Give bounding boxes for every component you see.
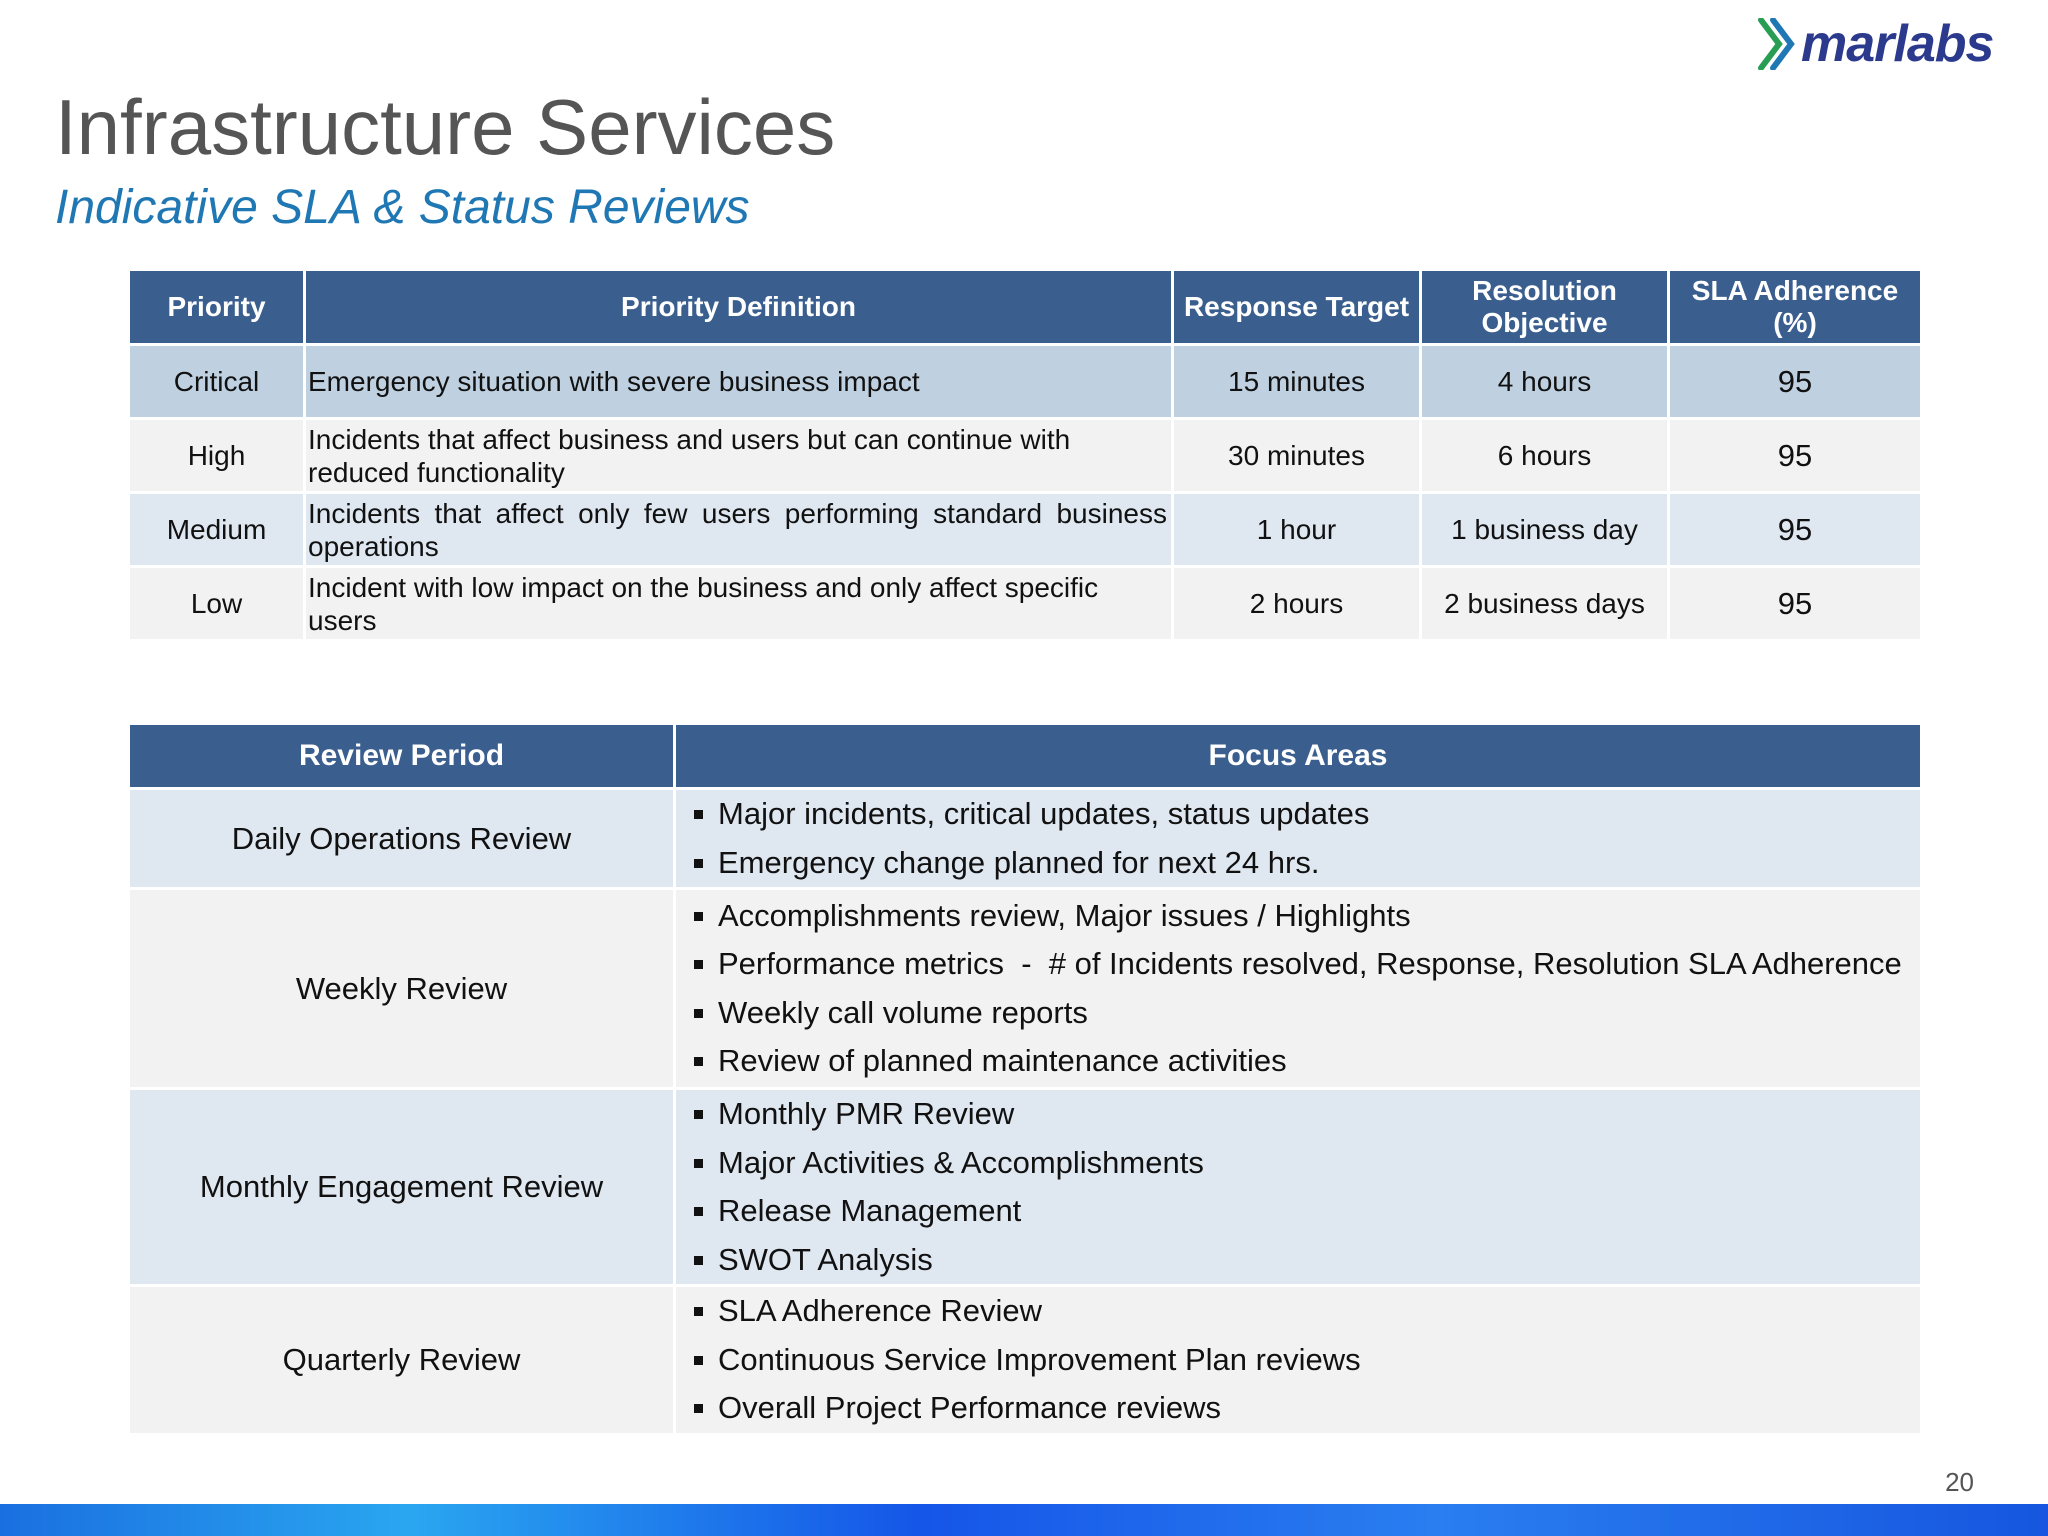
focus-areas-cell: [675, 1089, 1922, 1286]
resolution-cell: 2 business days: [1421, 567, 1669, 641]
list-item: Continuous Service Improvement Plan reviews: [694, 1336, 1916, 1385]
focus-list: [680, 790, 1916, 887]
marlabs-logo: [1757, 14, 1993, 74]
header-priority-definition: Priority Definition: [305, 270, 1173, 345]
priority-cell: Low: [129, 567, 305, 641]
list-item: Accomplishments review, Major issues / Highlights: [694, 892, 1916, 941]
footer-decorative-bar: [0, 1504, 2048, 1536]
sla-table: [127, 268, 1923, 642]
logo-wordmark: marlabs: [1801, 15, 1994, 73]
table-row: [129, 567, 1922, 641]
marlabs-chevron-icon: [1757, 18, 1797, 70]
focus-list: [680, 1287, 1916, 1433]
table-row: [129, 789, 1922, 889]
review-period-cell: Daily Operations Review: [129, 789, 675, 889]
header-response-target: Response Target: [1173, 270, 1421, 345]
definition-cell: Emergency situation with severe business impact: [305, 345, 1173, 419]
list-item: SWOT Analysis: [694, 1236, 1916, 1285]
review-header-row: [129, 724, 1922, 789]
definition-cell: Incident with low impact on the business and only affect specific users: [305, 567, 1173, 641]
review-table: [127, 722, 1923, 1436]
adherence-cell: 95: [1669, 419, 1922, 493]
priority-cell: High: [129, 419, 305, 493]
sla-header-row: [129, 270, 1922, 345]
review-period-cell: Monthly Engagement Review: [129, 1089, 675, 1286]
page-subtitle: Indicative SLA & Status Reviews: [55, 181, 750, 234]
header-priority: Priority: [129, 270, 305, 345]
adherence-cell: 95: [1669, 345, 1922, 419]
header-focus-areas: Focus Areas: [675, 724, 1922, 789]
priority-cell: Critical: [129, 345, 305, 419]
list-item: Release Management: [694, 1187, 1916, 1236]
resolution-cell: 1 business day: [1421, 493, 1669, 567]
list-item: Major incidents, critical updates, status updates: [694, 790, 1916, 839]
focus-list: [680, 1090, 1916, 1284]
table-row: [129, 419, 1922, 493]
list-item: Monthly PMR Review: [694, 1090, 1916, 1139]
header-resolution-objective: Resolution Objective: [1421, 270, 1669, 345]
review-period-cell: Quarterly Review: [129, 1286, 675, 1435]
list-item: Major Activities & Accomplishments: [694, 1139, 1916, 1188]
list-item: Overall Project Performance reviews: [694, 1384, 1916, 1433]
list-item: SLA Adherence Review: [694, 1287, 1916, 1336]
list-item: Emergency change planned for next 24 hrs.: [694, 839, 1916, 888]
adherence-cell: 95: [1669, 567, 1922, 641]
focus-areas-cell: [675, 889, 1922, 1089]
review-period-cell: Weekly Review: [129, 889, 675, 1089]
definition-cell: Incidents that affect only few users performing standard business operations: [305, 493, 1173, 567]
table-row: [129, 889, 1922, 1089]
focus-areas-cell: [675, 789, 1922, 889]
header-review-period: Review Period: [129, 724, 675, 789]
page-title: Infrastructure Services: [55, 83, 836, 171]
response-cell: 2 hours: [1173, 567, 1421, 641]
table-row: [129, 345, 1922, 419]
resolution-cell: 6 hours: [1421, 419, 1669, 493]
table-row: [129, 1089, 1922, 1286]
definition-cell: Incidents that affect business and users but can continue with reduced functionality: [305, 419, 1173, 493]
list-item: Review of planned maintenance activities: [694, 1037, 1916, 1086]
page-number: 20: [1945, 1467, 1974, 1497]
table-row: [129, 493, 1922, 567]
resolution-cell: 4 hours: [1421, 345, 1669, 419]
adherence-cell: 95: [1669, 493, 1922, 567]
focus-areas-cell: [675, 1286, 1922, 1435]
response-cell: 15 minutes: [1173, 345, 1421, 419]
priority-cell: Medium: [129, 493, 305, 567]
list-item: Performance metrics - # of Incidents resolved, Response, Resolution SLA Adherence: [694, 940, 1916, 989]
table-row: [129, 1286, 1922, 1435]
list-item: Weekly call volume reports: [694, 989, 1916, 1038]
focus-list: [680, 892, 1916, 1086]
response-cell: 30 minutes: [1173, 419, 1421, 493]
header-sla-adherence: SLA Adherence (%): [1669, 270, 1922, 345]
response-cell: 1 hour: [1173, 493, 1421, 567]
